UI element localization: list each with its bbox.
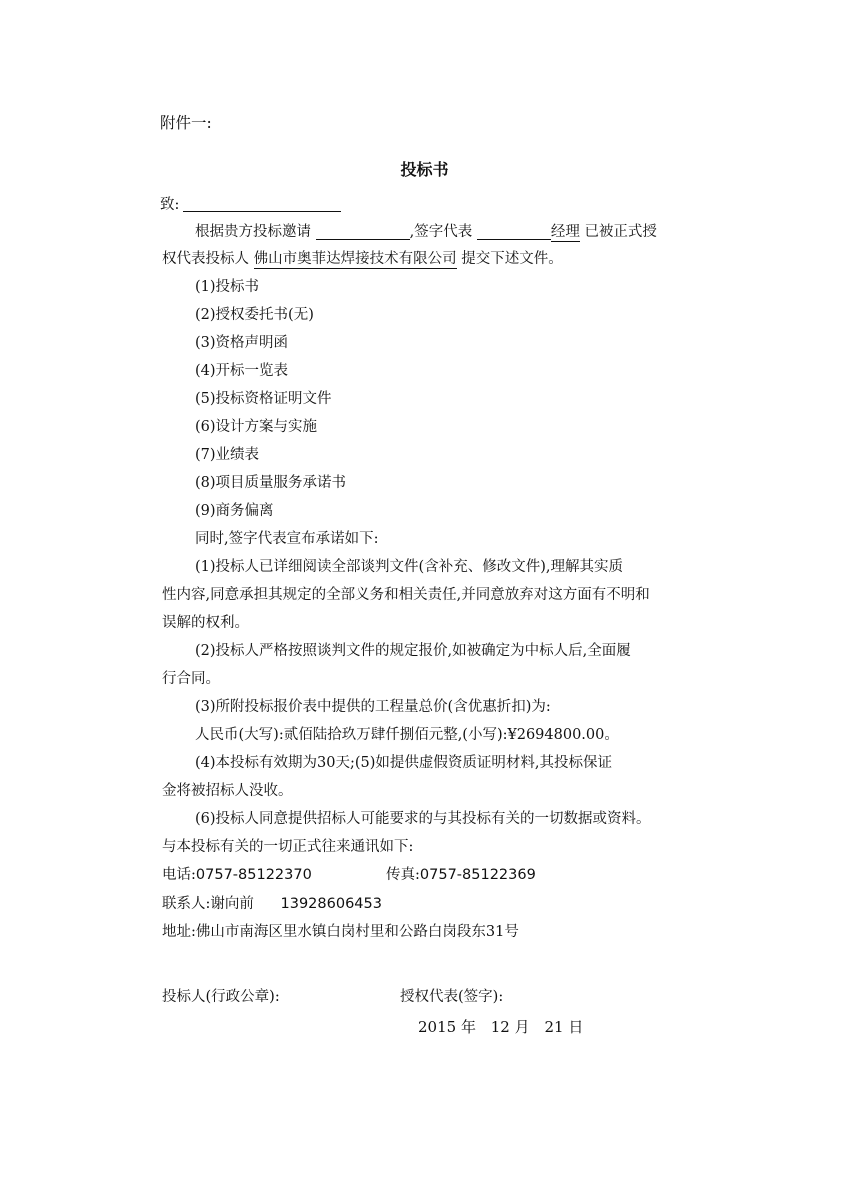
address-label: 地址: (162, 924, 196, 940)
contact-intro: 与本投标有关的一切正式往来通讯如下: (162, 839, 414, 855)
list-item: (3)资格声明函 (195, 335, 289, 351)
commitment-4-line-2: 金将被招标人没收。 (162, 783, 293, 799)
bidder-seal-label: 投标人(行政公章): (162, 989, 280, 1005)
contact-person-label: 联系人: (162, 896, 211, 912)
commitment-intro: 同时,签字代表宣布承诺如下: (195, 531, 379, 547)
intro-signer-text: ,签字代表 (409, 224, 473, 240)
price-statement: 人民币(大写):贰佰陆拾玖万肆仟捌佰元整,(小写):¥2694800.00。 (195, 727, 619, 743)
commitment-1-line-2: 性内容,同意承担其规定的全部义务和相关责任,并同意放弃对这方面有不明和 (162, 587, 650, 603)
date-month: 12 (490, 1018, 510, 1036)
fax-row (386, 863, 536, 884)
phone-number: 0757-85122370 (195, 867, 312, 883)
mobile-number: 13928606453 (280, 896, 382, 912)
commitment-2-line-2: 行合同。 (162, 671, 220, 687)
commitment-6-line-1: (6)投标人同意提供招标人可能要求的与其投标有关的一切数据或资料。 (195, 811, 651, 827)
intro-line-2 (162, 247, 563, 269)
list-item: (7)业绩表 (195, 447, 260, 463)
intro-line-1 (195, 220, 657, 242)
date-month-unit: 月 (514, 1018, 530, 1036)
list-item: (4)开标一览表 (195, 363, 289, 379)
commitment-3-line-1: (3)所附投标报价表中提供的工程量总价(含优惠折扣)为: (195, 699, 551, 715)
contact-person-name: 谢向前 (210, 896, 254, 912)
authorized-rep-signature-label: 授权代表(签字): (400, 989, 504, 1005)
signer-blank-line (477, 224, 551, 240)
date-day: 21 (544, 1018, 564, 1036)
document-title: 投标书 (400, 160, 449, 179)
phone-label: 电话: (162, 867, 196, 883)
commitment-1-line-3: 误解的权利。 (162, 615, 249, 631)
list-item: (8)项目质量服务承诺书 (195, 475, 347, 491)
phone-row (162, 863, 312, 884)
intro-tail: 已被正式授 (584, 224, 657, 240)
list-item: (2)授权委托书(无) (195, 307, 314, 323)
intro-lead: 根据贵方投标邀请 (195, 224, 311, 240)
commitment-2-line-1: (2)投标人严格按照谈判文件的规定报价,如被确定为中标人后,全面履 (195, 643, 631, 659)
list-item: (9)商务偏离 (195, 503, 274, 519)
signer-role: 经理 (550, 224, 580, 240)
intro-line2-end: 提交下述文件。 (461, 251, 563, 267)
fax-label: 传真: (386, 867, 420, 883)
contact-person-row (162, 892, 382, 913)
annex-label: 附件一: (160, 114, 212, 132)
date-day-unit: 日 (568, 1018, 584, 1036)
commitment-1-line-1: (1)投标人已详细阅读全部谈判文件(含补充、修改文件),理解其实质 (195, 559, 623, 575)
invitation-blank-line (316, 224, 410, 240)
salutation (160, 193, 341, 214)
salutation-label: 致: (160, 197, 180, 213)
signing-date (418, 1016, 583, 1037)
recipient-blank-line (183, 197, 341, 212)
list-item: (5)投标资格证明文件 (195, 391, 332, 407)
list-item: (1)投标书 (195, 279, 260, 295)
date-year-unit: 年 (460, 1018, 476, 1036)
address-row (162, 920, 519, 941)
date-year: 2015 (418, 1018, 457, 1036)
commitment-4-line-1: (4)本投标有效期为30天;(5)如提供虚假资质证明材料,其投标保证 (195, 755, 613, 771)
fax-number: 0757-85122369 (419, 867, 536, 883)
address-value: 佛山市南海区里水镇白岗村里和公路白岗段东31号 (195, 924, 519, 940)
list-item: (6)设计方案与实施 (195, 419, 318, 435)
intro-line2-start: 权代表投标人 (162, 251, 249, 267)
bidder-name: 佛山市奥菲达焊接技术有限公司 (253, 251, 457, 267)
